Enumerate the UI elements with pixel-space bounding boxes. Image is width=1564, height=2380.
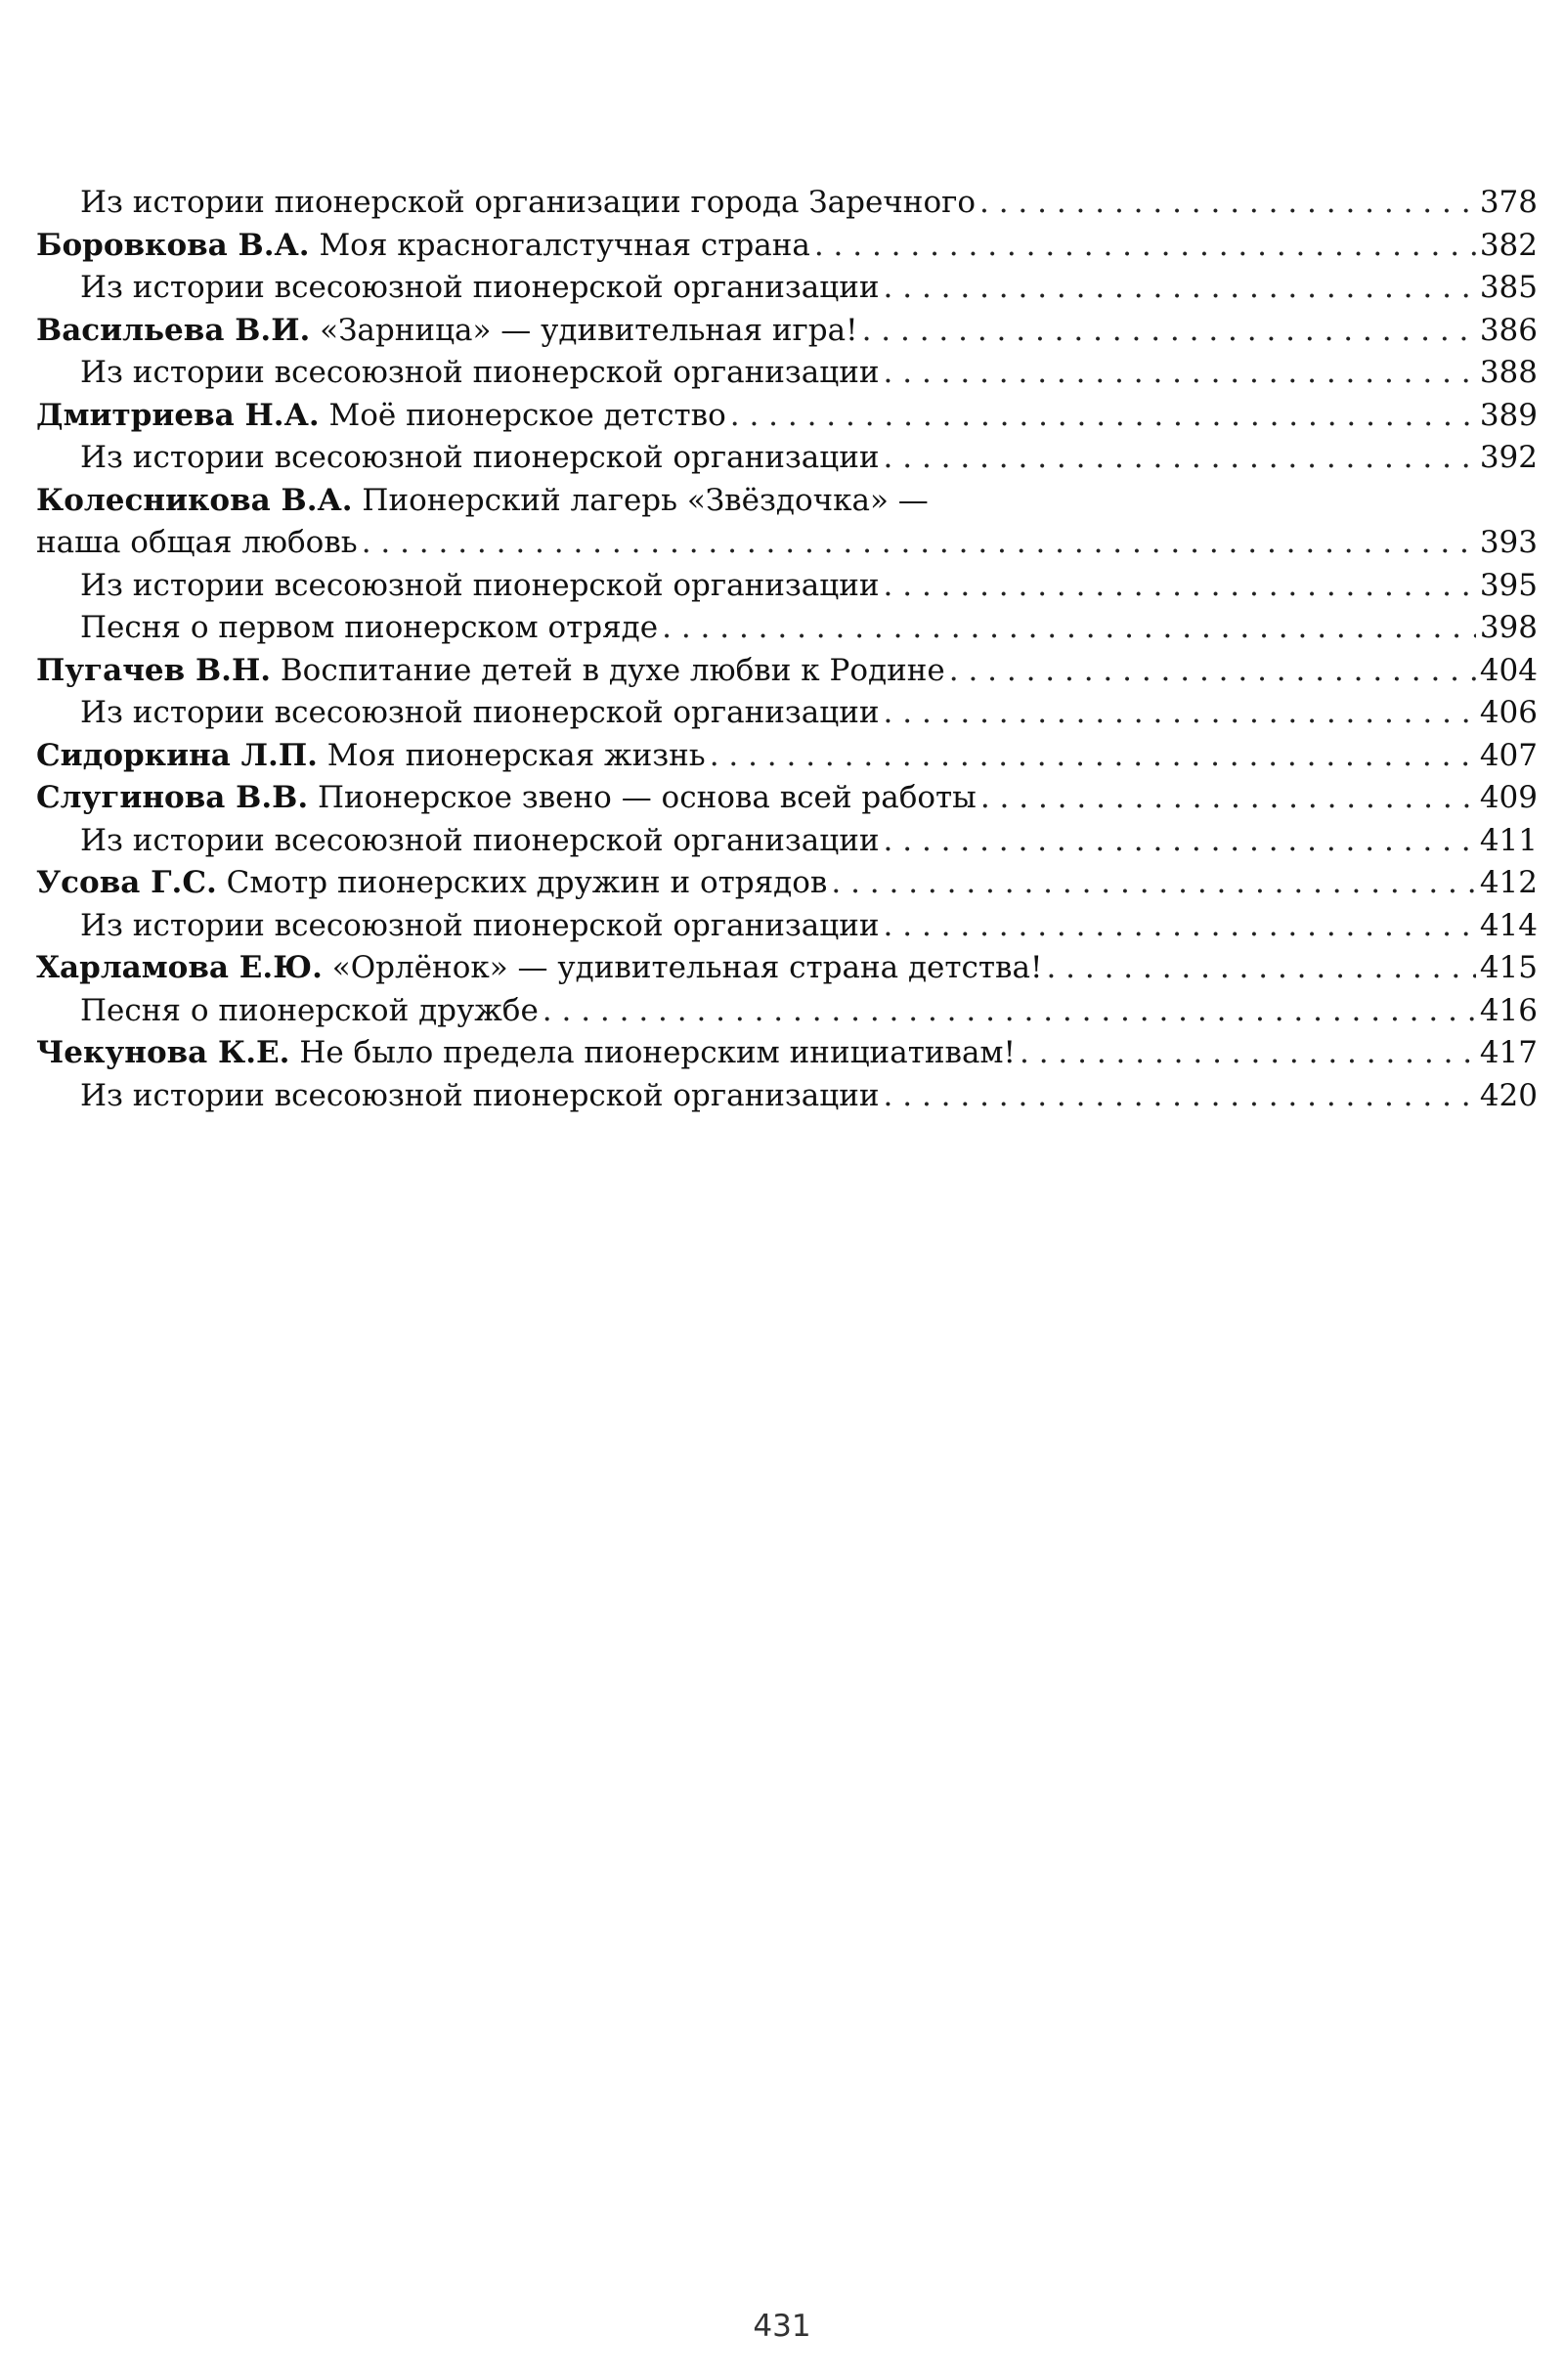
toc-entry xyxy=(36,777,1538,820)
toc-entry xyxy=(36,267,1538,310)
dot-leader xyxy=(884,437,1476,480)
dot-leader xyxy=(362,522,1476,565)
toc-entry-author: Усова Г.С. xyxy=(36,865,217,900)
toc-entry-title: Из истории всесоюзной пионерской организации xyxy=(80,567,880,603)
toc-entry-page: 404 xyxy=(1479,652,1538,688)
toc-entry xyxy=(36,905,1538,948)
toc-entry xyxy=(36,990,1538,1033)
toc-entry-page: 385 xyxy=(1479,270,1538,305)
toc-entry xyxy=(36,182,1538,225)
dot-leader xyxy=(884,1075,1476,1118)
toc-entry xyxy=(36,692,1538,735)
toc-entry-author: Васильева В.И. xyxy=(36,312,311,348)
toc-entry xyxy=(36,225,1538,268)
toc-entry-page: 415 xyxy=(1479,950,1538,985)
dot-leader xyxy=(884,905,1476,948)
toc-entry-title: Песня о первом пионерском отряде xyxy=(80,610,659,645)
toc-entry xyxy=(36,480,1538,523)
toc-entry-title: Не было предела пионерским инициативам! xyxy=(299,1035,1017,1070)
toc-entry xyxy=(36,862,1538,905)
table-of-contents xyxy=(36,182,1538,1117)
toc-entry-title: Моя пионерская жизнь xyxy=(326,737,706,773)
toc-entry-page: 378 xyxy=(1479,185,1538,220)
toc-entry-author: Слугинова В.В. xyxy=(36,780,309,815)
toc-entry-page: 398 xyxy=(1479,610,1538,645)
toc-entry-title: Из истории всесоюзной пионерской организации xyxy=(80,822,880,858)
toc-entry-page: 406 xyxy=(1479,695,1538,730)
dot-leader xyxy=(814,225,1476,268)
toc-entry-page: 417 xyxy=(1479,1035,1538,1070)
dot-leader xyxy=(730,395,1476,438)
toc-entry-title: Смотр пионерских дружин и отрядов xyxy=(226,865,828,900)
toc-entry-author: Харламова Е.Ю. xyxy=(36,950,323,985)
toc-entry xyxy=(36,1075,1538,1118)
dot-leader xyxy=(884,692,1476,735)
toc-entry-title: Моя красногалстучная страна xyxy=(319,227,810,263)
toc-entry-author: Чекунова К.Е. xyxy=(36,1035,290,1070)
toc-entry-page: 395 xyxy=(1479,567,1538,603)
toc-entry xyxy=(36,650,1538,693)
toc-entry-title: Из истории всесоюзной пионерской организации xyxy=(80,440,880,475)
toc-entry-title-continuation: наша общая любовь xyxy=(36,525,358,560)
toc-entry-page: 389 xyxy=(1479,397,1538,433)
toc-entry xyxy=(36,820,1538,863)
toc-entry-author: Боровкова В.А. xyxy=(36,227,310,263)
toc-entry-title: Моё пионерское детство xyxy=(328,397,726,433)
toc-entry-page: 416 xyxy=(1479,992,1538,1028)
dot-leader xyxy=(543,990,1476,1033)
toc-entry-title: «Зарница» — удивительная игра! xyxy=(320,312,858,348)
dot-leader xyxy=(980,777,1476,820)
toc-entry-title: Из истории всесоюзной пионерской организации xyxy=(80,695,880,730)
toc-entry-title: Песня о пионерской дружбе xyxy=(80,992,539,1028)
toc-entry-page: 386 xyxy=(1479,312,1538,348)
toc-entry-title: Из истории всесоюзной пионерской организации xyxy=(80,355,880,390)
toc-entry-title: Пионерское звено — основа всей работы xyxy=(318,780,977,815)
toc-entry-page: 392 xyxy=(1479,440,1538,475)
dot-leader xyxy=(979,182,1476,225)
toc-entry xyxy=(36,565,1538,608)
dot-leader xyxy=(949,650,1476,693)
dot-leader xyxy=(884,267,1476,310)
toc-entry-page: 382 xyxy=(1479,227,1538,263)
toc-entry-title: Из истории всесоюзной пионерской организации xyxy=(80,1077,880,1113)
toc-entry-page: 414 xyxy=(1479,907,1538,943)
toc-entry-page: 393 xyxy=(1479,525,1538,560)
dot-leader xyxy=(710,735,1476,778)
toc-entry-page: 420 xyxy=(1479,1077,1538,1113)
toc-entry-page: 411 xyxy=(1479,822,1538,858)
dot-leader xyxy=(662,607,1476,650)
toc-entry xyxy=(36,437,1538,480)
toc-entry-page: 388 xyxy=(1479,355,1538,390)
toc-entry-continuation xyxy=(36,522,1538,565)
toc-entry-author: Пугачев В.Н. xyxy=(36,652,272,688)
dot-leader xyxy=(831,862,1475,905)
toc-entry xyxy=(36,310,1538,353)
toc-entry-author: Сидоркина Л.П. xyxy=(36,737,318,773)
toc-entry xyxy=(36,735,1538,778)
toc-entry xyxy=(36,607,1538,650)
toc-entry-author: Колесникова В.А. xyxy=(36,482,353,518)
dot-leader xyxy=(862,310,1476,353)
dot-leader xyxy=(1020,1032,1476,1075)
toc-entry-title: Из истории всесоюзной пионерской организации xyxy=(80,907,880,943)
toc-entry-title: Воспитание детей в духе любви к Родине xyxy=(280,652,945,688)
toc-entry-title: Пионерский лагерь «Звёздочка» — xyxy=(362,482,929,518)
toc-entry xyxy=(36,1032,1538,1075)
dot-leader xyxy=(1046,947,1475,990)
toc-entry-title: «Орлёнок» — удивительная страна детства! xyxy=(331,950,1043,985)
toc-entry xyxy=(36,947,1538,990)
dot-leader xyxy=(884,352,1476,395)
dot-leader xyxy=(884,565,1476,608)
toc-entry-author: Дмитриева Н.А. xyxy=(36,397,320,433)
page-number: 431 xyxy=(753,2309,811,2344)
toc-entry-title: Из истории всесоюзной пионерской организации xyxy=(80,270,880,305)
toc-entry-page: 407 xyxy=(1479,737,1538,773)
toc-entry-page: 412 xyxy=(1479,865,1538,900)
toc-entry xyxy=(36,352,1538,395)
toc-entry-page: 409 xyxy=(1479,780,1538,815)
toc-entry xyxy=(36,395,1538,438)
toc-entry-title: Из истории пионерской организации города Заречного xyxy=(80,185,977,220)
dot-leader xyxy=(884,820,1476,863)
